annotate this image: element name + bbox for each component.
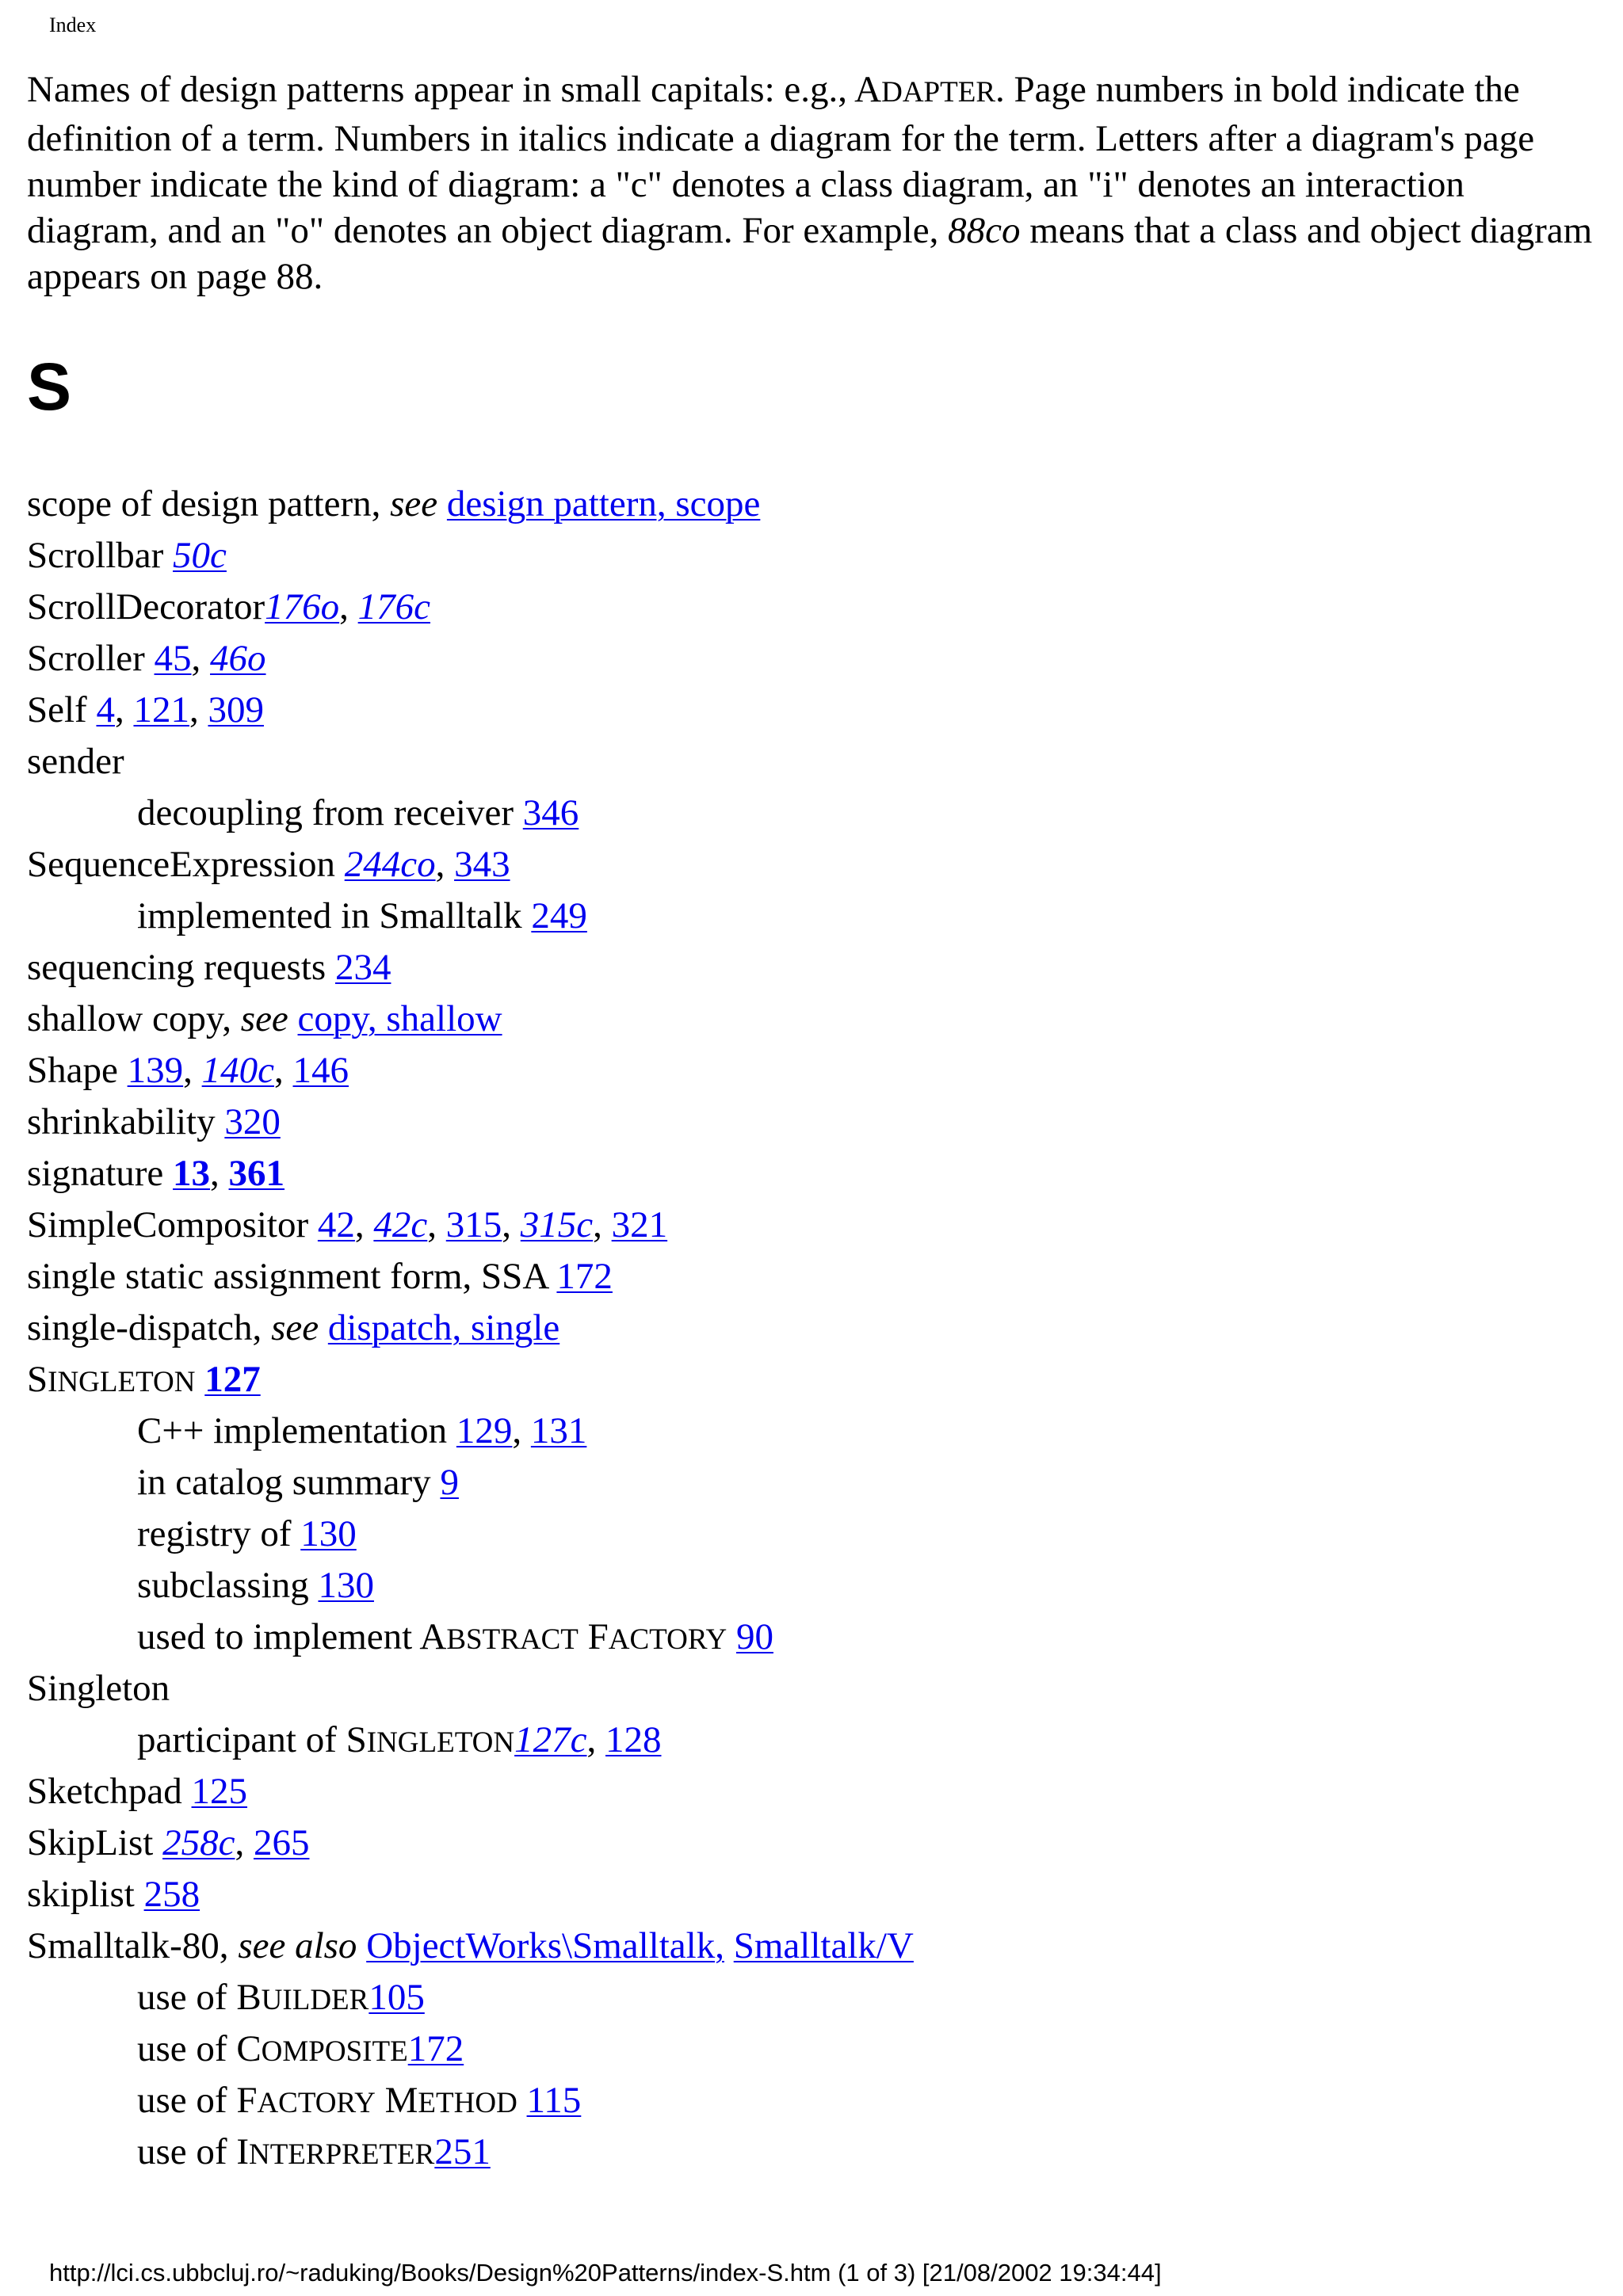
index-entry xyxy=(27,1148,1580,1199)
pattern-name-initial: S xyxy=(346,1719,367,1760)
index-entry xyxy=(27,1766,1580,1817)
page-link[interactable]: 46o xyxy=(210,638,266,679)
index-entry xyxy=(27,1663,1580,1714)
page-link[interactable]: 172 xyxy=(556,1256,613,1297)
see-label: see xyxy=(271,1307,319,1348)
index-entry xyxy=(27,839,1580,891)
page-link[interactable]: 90 xyxy=(735,1616,773,1657)
index-entry xyxy=(27,530,1580,582)
entry-term: use of xyxy=(137,2028,237,2069)
page-link[interactable]: 172 xyxy=(407,2028,464,2069)
index-entry xyxy=(27,479,1580,530)
separator: , xyxy=(114,689,134,730)
pattern-name-rest: NTERPRETER xyxy=(248,2138,435,2171)
page-link[interactable]: 115 xyxy=(526,2080,582,2121)
page-link[interactable]: 249 xyxy=(531,895,587,936)
index-entry xyxy=(27,736,1580,788)
entry-term: signature xyxy=(27,1153,174,1194)
index-subentry xyxy=(27,788,1580,839)
page-link[interactable]: 130 xyxy=(318,1565,374,1606)
pattern-name-initial: F xyxy=(587,1616,609,1657)
cross-reference-link[interactable]: ObjectWorks\Smalltalk, xyxy=(366,1925,724,1966)
separator: , xyxy=(183,1050,202,1091)
index-entry xyxy=(27,942,1580,994)
entry-term: sender xyxy=(27,741,124,782)
see-label: see also xyxy=(238,1925,357,1966)
index-subentry xyxy=(27,1560,1580,1611)
entry-term: in catalog summary xyxy=(137,1462,441,1503)
cross-reference-link[interactable]: design pattern, scope xyxy=(446,483,761,524)
index-entry xyxy=(27,582,1580,633)
page-link[interactable]: 127 xyxy=(204,1359,261,1400)
page-link[interactable]: 105 xyxy=(369,1977,425,2018)
page-link[interactable]: 127c xyxy=(514,1719,587,1760)
page-link[interactable]: 13 xyxy=(173,1153,211,1194)
page-link[interactable]: 343 xyxy=(454,844,510,885)
entry-term: Scroller xyxy=(27,638,155,679)
page-link[interactable]: 315 xyxy=(445,1204,502,1245)
index-entry xyxy=(27,1817,1580,1869)
entry-term: Shape xyxy=(27,1050,128,1091)
index-entries xyxy=(27,479,1580,2178)
index-subentry xyxy=(27,1405,1580,1457)
page-link[interactable]: 9 xyxy=(440,1462,459,1503)
pattern-name-rest: BSTRACT xyxy=(446,1623,579,1656)
pattern-name-initial: I xyxy=(236,2131,249,2172)
intro-example: 88co xyxy=(948,210,1021,251)
index-entry xyxy=(27,1199,1580,1251)
page-link[interactable]: 146 xyxy=(292,1050,349,1091)
page-link[interactable]: 234 xyxy=(334,947,391,988)
index-subentry xyxy=(27,1611,1580,1663)
page-link[interactable]: 129 xyxy=(456,1410,513,1451)
pattern-name-rest: INGLETON xyxy=(48,1366,196,1398)
entry-term: use of xyxy=(137,2131,237,2172)
entry-term: implemented in Smalltalk xyxy=(137,895,532,936)
index-entry xyxy=(27,1354,1580,1405)
intro-text-3: means that a class and object diagram appears on page 88. xyxy=(27,210,1593,297)
page-link[interactable]: 4 xyxy=(96,689,115,730)
separator: , xyxy=(593,1204,612,1245)
index-entry xyxy=(27,633,1580,685)
page-link[interactable]: 131 xyxy=(530,1410,587,1451)
page-link[interactable]: 176o xyxy=(265,586,340,627)
separator: , xyxy=(586,1719,605,1760)
index-entry xyxy=(27,1097,1580,1148)
index-entry xyxy=(27,1869,1580,1920)
cross-reference-link[interactable]: copy, shallow xyxy=(297,998,502,1039)
index-subentry xyxy=(27,2126,1580,2178)
pattern-name-initial: M xyxy=(384,2080,418,2121)
pattern-name-rest: ACTORY xyxy=(608,1623,727,1656)
page-link[interactable]: 140c xyxy=(201,1050,274,1091)
page-link[interactable]: 42 xyxy=(317,1204,355,1245)
separator: , xyxy=(274,1050,293,1091)
entry-term: registry of xyxy=(137,1513,301,1554)
index-subentry xyxy=(27,1457,1580,1508)
index-introduction xyxy=(27,67,1604,299)
entry-term: participant of xyxy=(137,1719,346,1760)
entry-term: Singleton xyxy=(27,1668,170,1709)
index-subentry xyxy=(27,891,1580,942)
page-link[interactable]: 121 xyxy=(133,689,189,730)
page-link[interactable]: 309 xyxy=(208,689,264,730)
entry-term: use of xyxy=(137,2080,237,2121)
pattern-name-initial: B xyxy=(236,1977,262,2018)
separator: , xyxy=(427,1204,446,1245)
page-link[interactable]: 265 xyxy=(253,1822,310,1863)
page-footer-url: http://lci.cs.ubbcluj.ro/~raduking/Books/Design%20Patterns/index-S.htm (1 of 3) [21/08/2002 19:34:44] xyxy=(49,2259,1162,2286)
page-link[interactable]: 176c xyxy=(357,586,431,627)
entry-term: SequenceExpression xyxy=(27,844,345,885)
index-entry xyxy=(27,685,1580,736)
page-link[interactable]: 130 xyxy=(300,1513,357,1554)
intro-text-1: Names of design patterns appear in small capitals: e.g., xyxy=(27,69,855,110)
entry-term: Smalltalk-80, xyxy=(27,1925,239,1966)
entry-term: SkipList xyxy=(27,1822,163,1863)
page-link[interactable]: 244co xyxy=(344,844,436,885)
entry-term: Sketchpad xyxy=(27,1771,192,1812)
index-subentry xyxy=(27,1972,1580,2023)
entry-term: shallow copy, xyxy=(27,998,241,1039)
index-entry xyxy=(27,1302,1580,1354)
section-heading: S xyxy=(27,349,72,424)
separator: , xyxy=(189,689,208,730)
pattern-name-initial: C xyxy=(236,2028,262,2069)
entry-term: SimpleCompositor xyxy=(27,1204,318,1245)
entry-term: Self xyxy=(27,689,97,730)
entry-term: shrinkability xyxy=(27,1101,225,1142)
entry-term: single-dispatch, xyxy=(27,1307,272,1348)
entry-term: C++ implementation xyxy=(137,1410,456,1451)
separator: , xyxy=(339,586,358,627)
separator: , xyxy=(435,844,455,885)
separator xyxy=(195,1359,204,1400)
cross-reference-link[interactable]: Smalltalk/V xyxy=(733,1925,914,1966)
separator: , xyxy=(354,1204,374,1245)
entry-term: skiplist xyxy=(27,1874,144,1915)
separator: , xyxy=(235,1822,254,1863)
page-link[interactable]: 45 xyxy=(154,638,192,679)
page-link[interactable]: 361 xyxy=(228,1153,285,1194)
index-subentry xyxy=(27,2023,1580,2075)
separator xyxy=(376,2080,385,2121)
entry-term: use of xyxy=(137,1977,237,2018)
intro-text-2: . Page numbers in bold indicate the definition of a term. Numbers in italics indicate a diagram for the term. Letters after a diagram's page number indicate the kind of diagram: a "c" denotes a class diagram, an "i" denotes an interaction diagram, and an "o" denotes an object diagram. For example, xyxy=(27,69,1535,251)
page-link[interactable]: 320 xyxy=(224,1101,281,1142)
entry-term: scope of design pattern, xyxy=(27,483,391,524)
page-link[interactable]: 315c xyxy=(520,1204,594,1245)
pattern-name-rest: OMPOSITE xyxy=(261,2035,408,2068)
index-subentry xyxy=(27,1508,1580,1560)
entry-term: used to implement xyxy=(137,1616,420,1657)
pattern-name-rest: UILDER xyxy=(261,1984,369,2016)
index-entry xyxy=(27,1045,1580,1097)
page-link[interactable]: 258 xyxy=(143,1874,200,1915)
pattern-name-initial: S xyxy=(27,1359,48,1400)
pattern-name-rest: ACTORY xyxy=(257,2087,376,2119)
separator xyxy=(727,1616,736,1657)
entry-term: Scrollbar xyxy=(27,535,174,576)
separator: , xyxy=(502,1204,521,1245)
page-link[interactable]: 251 xyxy=(434,2131,491,2172)
separator: , xyxy=(512,1410,531,1451)
pattern-name-rest: ETHOD xyxy=(418,2087,517,2119)
separator xyxy=(517,2080,527,2121)
pattern-name-initial: F xyxy=(236,2080,258,2121)
separator: , xyxy=(210,1153,229,1194)
page-link[interactable]: 42c xyxy=(373,1204,428,1245)
index-subentry xyxy=(27,2075,1580,2126)
page-link[interactable]: 125 xyxy=(191,1771,248,1812)
pattern-name-initial: A xyxy=(419,1616,447,1657)
page-link[interactable]: 50c xyxy=(173,535,227,576)
entry-term: ScrollDecorator xyxy=(27,586,265,627)
entry-term: single static assignment form, SSA xyxy=(27,1256,557,1297)
page-link[interactable]: 258c xyxy=(162,1822,235,1863)
page-link[interactable]: 346 xyxy=(522,792,579,833)
entry-term: sequencing requests xyxy=(27,947,335,988)
index-entry xyxy=(27,994,1580,1045)
page-link[interactable]: 128 xyxy=(605,1719,662,1760)
separator xyxy=(579,1616,588,1657)
separator xyxy=(357,1925,366,1966)
page-link[interactable]: 139 xyxy=(127,1050,184,1091)
see-label: see xyxy=(240,998,288,1039)
separator xyxy=(724,1925,734,1966)
index-entry xyxy=(27,1920,1580,1972)
index-subentry xyxy=(27,1714,1580,1766)
entry-term: subclassing xyxy=(137,1565,319,1606)
page-link[interactable]: 321 xyxy=(611,1204,668,1245)
intro-adapter-initial: A xyxy=(854,69,882,110)
index-entry xyxy=(27,1251,1580,1302)
cross-reference-link[interactable]: dispatch, single xyxy=(327,1307,560,1348)
intro-adapter-rest: DAPTER xyxy=(881,76,996,109)
pattern-name-rest: INGLETON xyxy=(366,1726,515,1759)
page-header: Index xyxy=(49,13,97,36)
entry-term: decoupling from receiver xyxy=(137,792,523,833)
see-label: see xyxy=(390,483,438,524)
separator: , xyxy=(191,638,211,679)
